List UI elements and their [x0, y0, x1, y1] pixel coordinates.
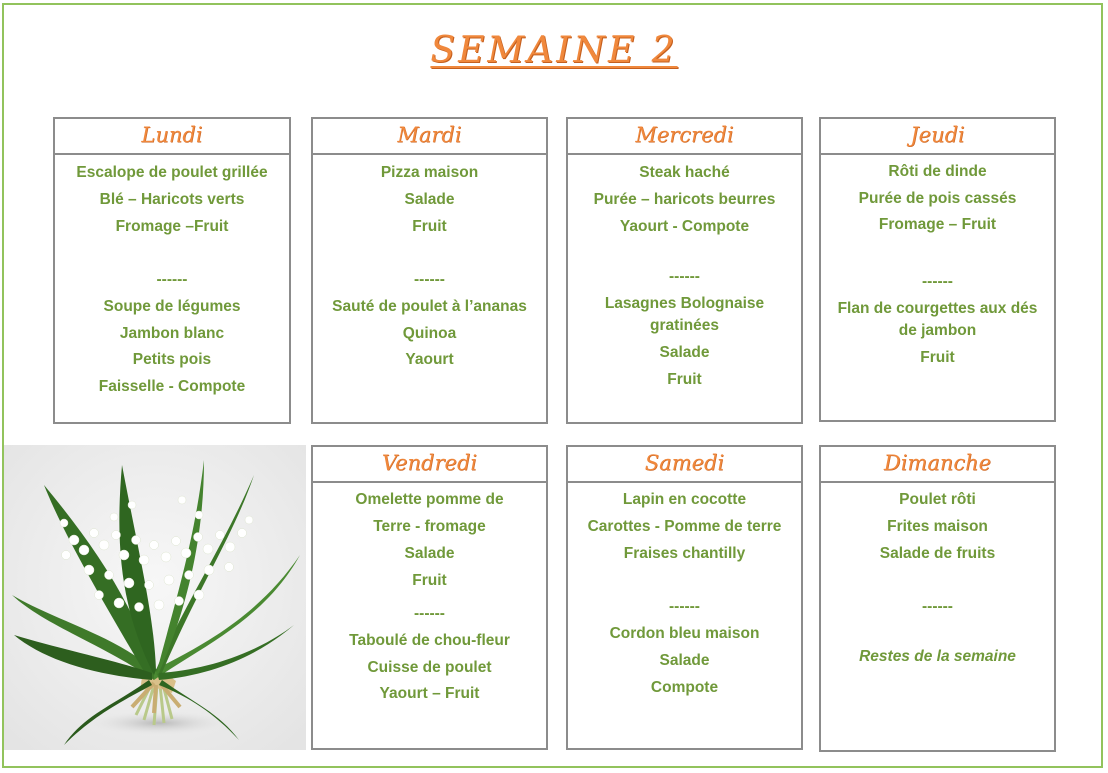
menu-line: Frites maison [887, 518, 988, 535]
menu-line: Escalope de poulet grillée [76, 164, 268, 181]
day-box-vendredi [311, 445, 548, 750]
menu-line: Yaourt - Compote [619, 218, 750, 235]
menu-line: Lasagnes Bolognaise [604, 295, 765, 312]
menu-separator: ------ [414, 271, 445, 288]
menu-line: Lapin en cocotte [622, 491, 747, 508]
menu-line: Yaourt [405, 351, 454, 368]
menu-line: Rôti de dinde [888, 163, 987, 180]
menu-line: Salade de fruits [879, 545, 996, 562]
menu-line: Salade [659, 652, 710, 669]
day-header-mardi: Mardi [313, 119, 546, 155]
menu-line: Soupe de légumes [103, 298, 241, 315]
menu-line: Fromage – Fruit [878, 216, 997, 233]
menu-separator: ------ [669, 598, 700, 615]
menu-line: Purée – haricots beurres [593, 191, 776, 208]
menu-line: Fruit [412, 218, 447, 235]
menu-line: gratinées [650, 317, 719, 334]
menu-separator: ------ [156, 271, 188, 288]
menu-line: Petits pois [132, 351, 212, 368]
menu-line-leftovers: Restes de la semaine [859, 648, 1016, 665]
day-box-jeudi [819, 117, 1056, 422]
menu-separator: ------ [922, 273, 953, 290]
menu-line: Faisselle - Compote [98, 378, 246, 395]
menu-line: Fraises chantilly [623, 545, 746, 562]
day-box-dimanche [819, 445, 1056, 752]
menu-line: Steak haché [639, 164, 730, 181]
day-header-samedi: Samedi [568, 447, 801, 483]
day-header-dimanche: Dimanche [821, 447, 1054, 483]
day-box-mardi [311, 117, 548, 424]
menu-line: Pizza maison [380, 164, 479, 181]
day-header-jeudi: Jeudi [821, 119, 1054, 155]
menu-separator: ------ [922, 598, 953, 615]
menu-line: Flan de courgettes aux dés [837, 300, 1038, 317]
menu-line: Sauté de poulet à l’ananas [332, 298, 527, 315]
menu-line: Salade [659, 344, 710, 361]
menu-line: de jambon [898, 322, 977, 339]
day-header-vendredi: Vendredi [313, 447, 546, 483]
menu-line: Fruit [667, 371, 702, 388]
menu-line: Terre - fromage [373, 518, 486, 535]
menu-line: Quinoa [402, 325, 457, 342]
menu-line: Jambon blanc [119, 325, 225, 342]
menu-line: Compote [650, 679, 719, 696]
menu-line: Poulet rôti [899, 491, 976, 508]
bouquet-photo [4, 445, 306, 750]
menu-separator: ------ [669, 268, 700, 285]
day-box-samedi [566, 445, 803, 750]
page-title: SEMAINE 2 [430, 30, 678, 71]
menu-line: Taboulé de chou-fleur [349, 632, 510, 649]
lily-of-the-valley-icon [4, 445, 306, 750]
day-box-lundi [53, 117, 291, 424]
menu-line: Cordon bleu maison [609, 625, 760, 642]
menu-line: Cuisse de poulet [367, 659, 492, 676]
menu-line: Salade [404, 191, 455, 208]
menu-line: Purée de pois cassés [858, 190, 1017, 207]
menu-line: Fromage –Fruit [115, 218, 229, 235]
menu-line: Fruit [920, 349, 955, 366]
menu-line: Salade [404, 545, 455, 562]
day-header-mercredi: Mercredi [568, 119, 801, 155]
menu-line: Fruit [412, 572, 447, 589]
day-header-lundi: Lundi [55, 119, 289, 155]
menu-line: Carottes - Pomme de terre [587, 518, 782, 535]
menu-line: Omelette pomme de [355, 491, 504, 508]
menu-line: Blé – Haricots verts [99, 191, 245, 208]
day-box-mercredi [566, 117, 803, 424]
menu-line: Yaourt – Fruit [379, 685, 480, 702]
menu-separator: ------ [414, 605, 445, 622]
